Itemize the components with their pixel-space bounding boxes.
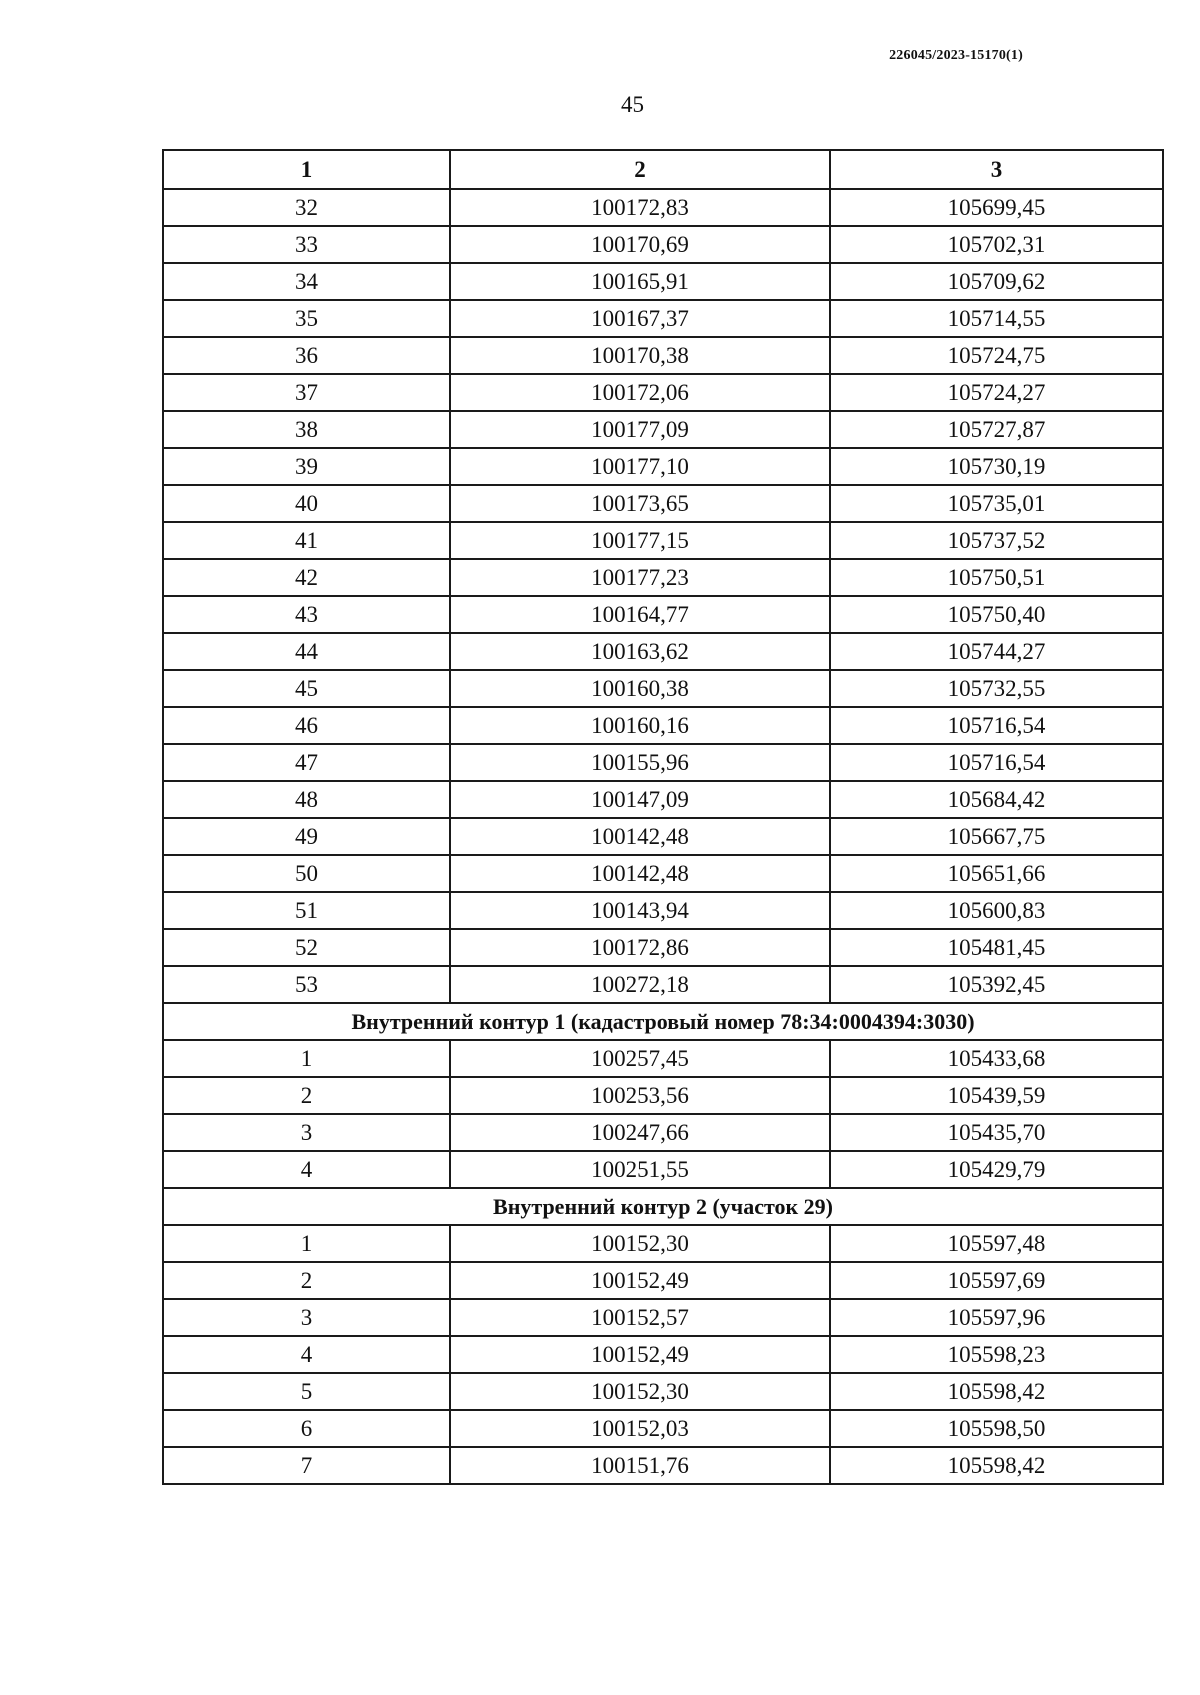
point-number-cell: 44	[163, 633, 450, 670]
coord-x-cell: 100247,66	[450, 1114, 830, 1151]
table-row	[163, 1336, 1163, 1373]
point-number-cell: 6	[163, 1410, 450, 1447]
coord-y-cell: 105433,68	[830, 1040, 1163, 1077]
table-row	[163, 226, 1163, 263]
coord-x-cell: 100172,86	[450, 929, 830, 966]
table-row	[163, 1410, 1163, 1447]
section-header-row	[163, 1188, 1163, 1225]
coord-x-cell: 100253,56	[450, 1077, 830, 1114]
point-number-cell: 34	[163, 263, 450, 300]
table-row	[163, 1447, 1163, 1484]
table-row	[163, 522, 1163, 559]
coord-x-cell: 100170,69	[450, 226, 830, 263]
coord-y-cell: 105598,23	[830, 1336, 1163, 1373]
coord-y-cell: 105732,55	[830, 670, 1163, 707]
point-number-cell: 46	[163, 707, 450, 744]
table-row	[163, 1262, 1163, 1299]
coord-y-cell: 105439,59	[830, 1077, 1163, 1114]
coord-y-cell: 105724,75	[830, 337, 1163, 374]
point-number-cell: 52	[163, 929, 450, 966]
header-col-2: 2	[450, 150, 830, 189]
table-header	[163, 150, 1163, 189]
point-number-cell: 4	[163, 1151, 450, 1188]
table-row	[163, 559, 1163, 596]
coord-x-cell: 100172,83	[450, 189, 830, 226]
coord-x-cell: 100167,37	[450, 300, 830, 337]
coord-x-cell: 100155,96	[450, 744, 830, 781]
point-number-cell: 51	[163, 892, 450, 929]
coord-x-cell: 100177,09	[450, 411, 830, 448]
coord-x-cell: 100152,49	[450, 1262, 830, 1299]
coord-y-cell: 105699,45	[830, 189, 1163, 226]
coord-x-cell: 100272,18	[450, 966, 830, 1003]
point-number-cell: 1	[163, 1040, 450, 1077]
coordinates-table	[162, 149, 1164, 1485]
table-row	[163, 374, 1163, 411]
coord-y-cell: 105727,87	[830, 411, 1163, 448]
coord-y-cell: 105750,40	[830, 596, 1163, 633]
point-number-cell: 43	[163, 596, 450, 633]
table-row	[163, 448, 1163, 485]
point-number-cell: 42	[163, 559, 450, 596]
table-row	[163, 670, 1163, 707]
table-row	[163, 781, 1163, 818]
point-number-cell: 49	[163, 818, 450, 855]
coord-y-cell: 105598,42	[830, 1447, 1163, 1484]
coord-x-cell: 100177,23	[450, 559, 830, 596]
table-row	[163, 633, 1163, 670]
coord-x-cell: 100147,09	[450, 781, 830, 818]
table-row	[163, 744, 1163, 781]
coord-x-cell: 100152,30	[450, 1225, 830, 1262]
coord-y-cell: 105702,31	[830, 226, 1163, 263]
coord-x-cell: 100143,94	[450, 892, 830, 929]
table-row	[163, 337, 1163, 374]
table-row	[163, 1373, 1163, 1410]
coord-x-cell: 100173,65	[450, 485, 830, 522]
point-number-cell: 48	[163, 781, 450, 818]
point-number-cell: 47	[163, 744, 450, 781]
document-id: 226045/2023-15170(1)	[889, 48, 1023, 63]
point-number-cell: 41	[163, 522, 450, 559]
point-number-cell: 4	[163, 1336, 450, 1373]
coord-y-cell: 105429,79	[830, 1151, 1163, 1188]
point-number-cell: 2	[163, 1077, 450, 1114]
coord-y-cell: 105737,52	[830, 522, 1163, 559]
coord-y-cell: 105597,69	[830, 1262, 1163, 1299]
point-number-cell: 53	[163, 966, 450, 1003]
coord-x-cell: 100177,15	[450, 522, 830, 559]
coord-x-cell: 100165,91	[450, 263, 830, 300]
point-number-cell: 36	[163, 337, 450, 374]
point-number-cell: 37	[163, 374, 450, 411]
header-row	[163, 150, 1163, 189]
table-row	[163, 1040, 1163, 1077]
coord-y-cell: 105600,83	[830, 892, 1163, 929]
point-number-cell: 33	[163, 226, 450, 263]
coord-y-cell: 105667,75	[830, 818, 1163, 855]
coord-x-cell: 100152,03	[450, 1410, 830, 1447]
coord-y-cell: 105735,01	[830, 485, 1163, 522]
coord-x-cell: 100142,48	[450, 855, 830, 892]
coord-x-cell: 100160,16	[450, 707, 830, 744]
coord-y-cell: 105714,55	[830, 300, 1163, 337]
coord-y-cell: 105716,54	[830, 744, 1163, 781]
point-number-cell: 5	[163, 1373, 450, 1410]
coord-y-cell: 105750,51	[830, 559, 1163, 596]
table-row	[163, 1299, 1163, 1336]
coord-x-cell: 100160,38	[450, 670, 830, 707]
table-row	[163, 263, 1163, 300]
coord-y-cell: 105730,19	[830, 448, 1163, 485]
point-number-cell: 7	[163, 1447, 450, 1484]
coord-x-cell: 100152,49	[450, 1336, 830, 1373]
table-row	[163, 300, 1163, 337]
coord-y-cell: 105435,70	[830, 1114, 1163, 1151]
table-row	[163, 485, 1163, 522]
point-number-cell: 40	[163, 485, 450, 522]
point-number-cell: 38	[163, 411, 450, 448]
coord-x-cell: 100164,77	[450, 596, 830, 633]
coord-y-cell: 105709,62	[830, 263, 1163, 300]
header-col-3: 3	[830, 150, 1163, 189]
table-row	[163, 855, 1163, 892]
coord-x-cell: 100177,10	[450, 448, 830, 485]
coord-x-cell: 100257,45	[450, 1040, 830, 1077]
coord-y-cell: 105716,54	[830, 707, 1163, 744]
table-row	[163, 1225, 1163, 1262]
coord-y-cell: 105744,27	[830, 633, 1163, 670]
section-title: Внутренний контур 1 (кадастровый номер 78:34:0004394:3030)	[163, 1003, 1163, 1040]
table-row	[163, 966, 1163, 1003]
coord-x-cell: 100172,06	[450, 374, 830, 411]
point-number-cell: 1	[163, 1225, 450, 1262]
point-number-cell: 3	[163, 1299, 450, 1336]
coord-y-cell: 105651,66	[830, 855, 1163, 892]
coord-y-cell: 105481,45	[830, 929, 1163, 966]
point-number-cell: 39	[163, 448, 450, 485]
coord-x-cell: 100142,48	[450, 818, 830, 855]
coord-x-cell: 100151,76	[450, 1447, 830, 1484]
table-row	[163, 189, 1163, 226]
section-header-row	[163, 1003, 1163, 1040]
table-row	[163, 818, 1163, 855]
coord-x-cell: 100152,57	[450, 1299, 830, 1336]
coord-y-cell: 105684,42	[830, 781, 1163, 818]
coord-y-cell: 105724,27	[830, 374, 1163, 411]
point-number-cell: 50	[163, 855, 450, 892]
point-number-cell: 45	[163, 670, 450, 707]
coord-y-cell: 105597,48	[830, 1225, 1163, 1262]
section-title: Внутренний контур 2 (участок 29)	[163, 1188, 1163, 1225]
table-row	[163, 892, 1163, 929]
coord-y-cell: 105598,50	[830, 1410, 1163, 1447]
table-row	[163, 1077, 1163, 1114]
coord-x-cell: 100170,38	[450, 337, 830, 374]
point-number-cell: 2	[163, 1262, 450, 1299]
coord-x-cell: 100152,30	[450, 1373, 830, 1410]
point-number-cell: 35	[163, 300, 450, 337]
point-number-cell: 32	[163, 189, 450, 226]
table-body	[163, 189, 1163, 1484]
header-col-1: 1	[163, 150, 450, 189]
coord-y-cell: 105392,45	[830, 966, 1163, 1003]
page-number: 45	[621, 92, 644, 117]
coord-y-cell: 105597,96	[830, 1299, 1163, 1336]
table-row	[163, 929, 1163, 966]
table-row	[163, 596, 1163, 633]
table-row	[163, 707, 1163, 744]
coord-y-cell: 105598,42	[830, 1373, 1163, 1410]
table-row	[163, 1114, 1163, 1151]
table-row	[163, 411, 1163, 448]
coord-x-cell: 100163,62	[450, 633, 830, 670]
point-number-cell: 3	[163, 1114, 450, 1151]
table-row	[163, 1151, 1163, 1188]
coord-x-cell: 100251,55	[450, 1151, 830, 1188]
